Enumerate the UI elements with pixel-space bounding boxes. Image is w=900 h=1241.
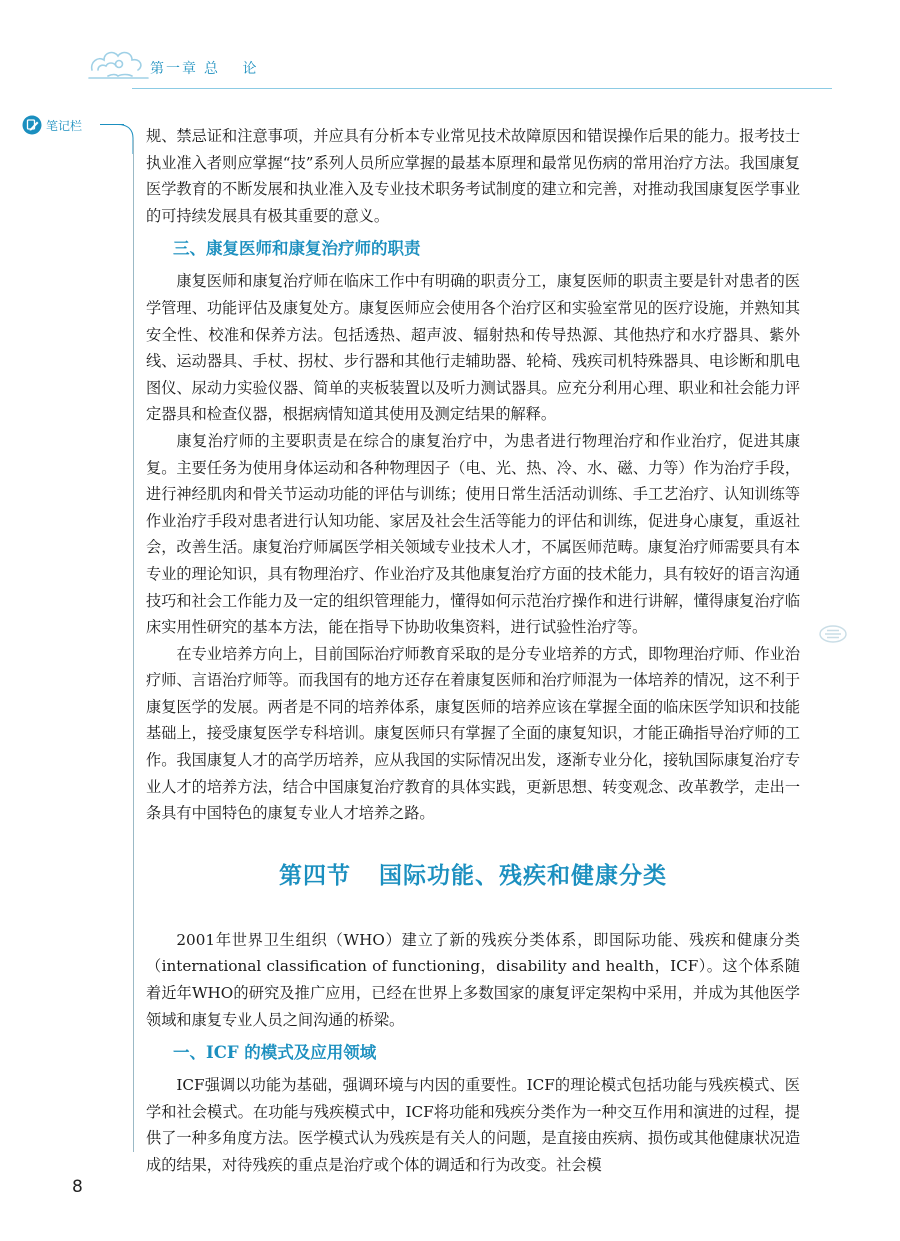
chapter-header [150,58,266,78]
section-title [146,859,800,893]
page-number: 8 [72,1177,83,1197]
chapter-title: 总 论 [204,61,267,77]
subheading-icf-model: 一、ICF 的模式及应用领域 [173,1043,377,1063]
paragraph: 康复医师和康复治疗师在临床工作中有明确的职责分工，康复医师的职责主要是针对患者的医学管理、功能评估及康复处方。康复医师应会使用各个治疗区和实验室常见的医疗设施，并熟知其安全性、校准和保养方法。包括透热、超声波、辐射热和传导热源、其他热疗和水疗器具、紫外线、运动器具、手杖、拐杖、步行器和其他行走辅助器、轮椅、残疾司机特殊器具、电诊断和肌电图仪、尿动力实验仪器、简单的夹板装置以及听力测试器具。应充分利用心理、职业和社会能力评定器具和检查仪器，根据病情知道其使用及测定结果的解释。 [146,272,800,424]
notes-margin-rule [133,140,134,1152]
header-rule [132,88,832,89]
margin-tab-icon [818,623,848,645]
page-content [146,123,800,1179]
notes-line-curve [118,124,134,154]
paragraph: 2001年世界卫生组织（WHO）建立了新的残疾分类体系，即国际功能、残疾和健康分类（international classification of functioning，disability and health，ICF）。这个体系随着近年WHO的研究及推广应用，已经在世界上多数国家的康复评定架构中采用，并成为其他医学领域和康复专业人员之间沟通的桥梁。 [146,930,800,1029]
paragraph: 规、禁忌证和注意事项，并应具有分析本专业常见技术故障原因和错误操作后果的能力。报考技士执业准入者则应掌握“技”系列人员所应掌握的最基本原理和最常见伤病的常用治疗方法。我国康复医学教育的不断发展和执业准入及专业技术职务考试制度的建立和完善，对推动我国康复医学事业的可持续发展具有极其重要的意义。 [146,127,800,225]
cloud-ornament-icon [88,40,150,82]
notes-label: 笔记栏 [46,118,83,133]
section-number: 第四节 [279,862,351,889]
paragraph: ICF强调以功能为基础，强调环境与内因的重要性。ICF的理论模式包括功能与残疾模式、医学和社会模式。在功能与残疾模式中，ICF将功能和残疾分类作为一种交互作用和演进的过程，提供了一种多角度方法。医学模式认为残疾是有关人的问题，是直接由疾病、损伤或其他健康状况造成的结果，对待残疾的重点是治疗或个体的调适和行为改变。社会模 [146,1076,800,1174]
paragraph: 康复治疗师的主要职责是在综合的康复治疗中，为患者进行物理治疗和作业治疗，促进其康复。主要任务为使用身体运动和各种物理因子（电、光、热、冷、水、磁、力等）作为治疗手段，进行神经肌肉和骨关节运动功能的评估与训练；使用日常生活活动训练、手工艺治疗、认知训练等作业治疗手段对患者进行认知功能、家居及社会生活等能力的评估和训练，促进身心康复，重返社会，改善生活。康复治疗师属医学相关领域专业技术人才，不属医师范畴。康复治疗师需要具有本专业的理论知识，具有物理治疗、作业治疗及其他康复治疗方面的技术能力，具有较好的语言沟通技巧和社会工作能力及一定的组织管理能力，懂得如何示范治疗操作和进行讲解，懂得康复治疗临床实用性研究的基本方法，能在指导下协助收集资料，进行试验性治疗等。 [146,431,800,637]
chapter-number: 第一章 [150,61,198,77]
paragraph: 在专业培养方向上，目前国际治疗师教育采取的是分专业培养的方式，即物理治疗师、作业治疗师、言语治疗师等。而我国有的地方还存在着康复医师和治疗师混为一体培养的情况，这不利于康复医学的发展。两者是不同的培养体系，康复医师的培养应该在掌握全面的临床医学知识和技能基础上，接受康复医学专科培训。康复医师只有掌握了全面的康复知识，才能正确指导治疗师的工作。我国康复人才的高学历培养，应从我国的实际情况出发，逐渐专业分化，接轨国际康复治疗专业人才的培养方法，结合中国康复治疗教育的具体实践，更新思想、转变观念、改革教学，走出一条具有中国特色的康复专业人才培养之路。 [146,644,800,823]
notes-pencil-icon [22,115,42,135]
subheading-duties: 三、康复医师和康复治疗师的职责 [173,239,421,259]
notes-column-label [22,114,82,136]
section-name: 国际功能、残疾和健康分类 [379,862,667,889]
